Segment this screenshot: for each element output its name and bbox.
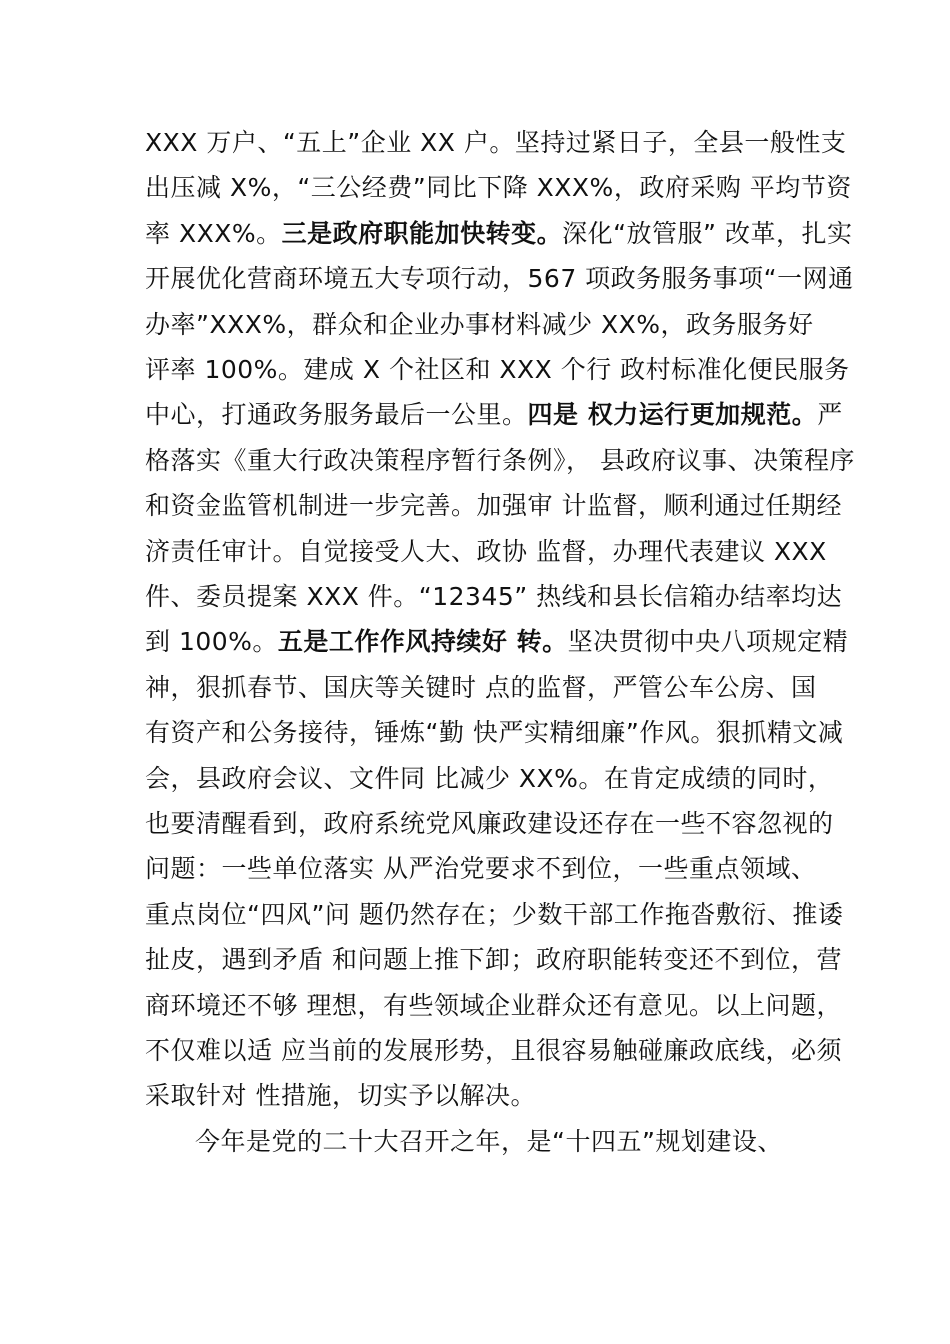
text-line: [145, 1073, 536, 1119]
body-text: 到 100%。: [145, 627, 278, 656]
text-line: [195, 1119, 783, 1165]
bold-heading-text: 四是 权力运行更加规范。: [527, 400, 818, 429]
text-line: [145, 483, 842, 529]
body-text: 件、委员提案 XXX 件。“12345” 热线和县长信箱办结率均达: [145, 582, 843, 611]
body-text: 评率 100%。建成 X 个社区和 XXX 个行 政村标准化便民服务: [145, 355, 850, 384]
text-line: [145, 165, 852, 211]
text-line: [145, 211, 852, 257]
body-text: 格落实《重大行政决策程序暂行条例》， 县政府议事、决策程序: [145, 446, 855, 475]
text-line: [145, 529, 827, 575]
text-line: [145, 665, 816, 711]
body-text: 也要清醒看到，政府系统党风廉政建设还存在一些不容忽视的: [145, 809, 834, 838]
body-text: 问题：一些单位落实 从严治党要求不到位，一些重点领域、: [145, 854, 817, 883]
body-text: 深化“放管服” 改革，扎实: [562, 219, 853, 248]
body-text: 率 XXX%。: [145, 219, 282, 248]
body-text: 重点岗位“四风”问 题仍然存在；少数干部工作拖沓敷衍、推诿: [145, 900, 844, 929]
bold-heading-text: 五是工作作风持续好 转。: [277, 627, 568, 656]
text-line: [145, 801, 834, 847]
text-line: [145, 120, 846, 166]
body-text: 和资金监管机制进一步完善。加强审 计监督，顺利通过任期经: [145, 491, 842, 520]
body-text: 严: [817, 400, 843, 429]
text-line: [145, 846, 816, 892]
text-line: [145, 892, 843, 938]
body-text: 采取针对 性措施，切实予以解决。: [145, 1081, 536, 1110]
text-line: [145, 710, 843, 756]
body-text: 商环境还不够 理想，有些领域企业群众还有意见。以上问题，: [145, 991, 842, 1020]
text-line: [145, 1028, 842, 1074]
text-line: [145, 574, 842, 620]
body-text: 中心，打通政务服务最后一公里。: [145, 400, 528, 429]
text-line: [145, 983, 842, 1029]
text-line: [145, 392, 843, 438]
text-line: [145, 256, 854, 302]
body-text: 不仅难以适 应当前的发展形势，且很容易触碰廉政底线，必须: [145, 1036, 842, 1065]
text-line: [145, 937, 842, 983]
text-line: [145, 347, 850, 393]
body-text: 扯皮，遇到矛盾 和问题上推下卸；政府职能转变还不到位，营: [145, 945, 842, 974]
body-text: 有资产和公务接待，锤炼“勤 快严实精细廉”作风。狠抓精文减: [145, 718, 844, 747]
text-line: [145, 756, 833, 802]
body-text: 出压减 X%，“三公经费”同比下降 XXX%，政府采购 平均节资: [145, 173, 852, 202]
body-text: 办率”XXX%，群众和企业办事材料减少 XX%，政务服务好: [145, 310, 814, 339]
body-text: 坚决贯彻中央八项规定精: [567, 627, 849, 656]
body-text: 神，狠抓春节、国庆等关键时 点的监督，严管公车公房、国: [145, 673, 817, 702]
text-line: [145, 619, 848, 665]
body-text: 今年是党的二十大召开之年，是“十四五”规划建设、: [195, 1127, 783, 1156]
body-text: 会，县政府会议、文件同 比减少 XX%。在肯定成绩的同时，: [145, 764, 834, 793]
bold-heading-text: 三是政府职能加快转变。: [281, 219, 563, 248]
text-line: [145, 302, 814, 348]
text-line: [145, 438, 855, 484]
body-text: XXX 万户、“五上”企业 XX 户。坚持过紧日子，全县一般性支: [145, 128, 847, 157]
body-text: 开展优化营商环境五大专项行动，567 项政务服务事项“一网通: [145, 264, 854, 293]
body-text: 济责任审计。自觉接受人大、政协 监督，办理代表建议 XXX: [145, 537, 827, 566]
